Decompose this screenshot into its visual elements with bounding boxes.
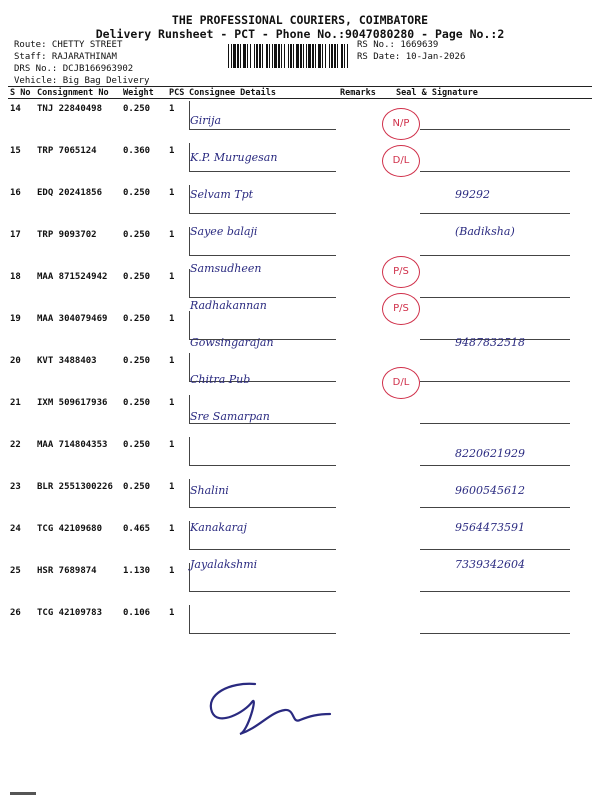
barcode-bar [269, 44, 270, 68]
barcode-bar [322, 44, 323, 68]
cell-remarks [338, 183, 394, 225]
runsheet-subtitle: Delivery Runsheet - PCT - Phone No.:9047080280 - Page No.:2 [95, 27, 505, 41]
cell-weight: 0.250 [123, 482, 151, 492]
cell-remarks [338, 603, 394, 645]
barcode-bar [306, 44, 307, 68]
barcode-bar [318, 44, 321, 68]
col-pcs: PCS [167, 88, 187, 99]
barcode-bar [315, 44, 316, 68]
consignee-handwriting: K.P. Murugesan [190, 151, 278, 164]
cell-remarks [338, 561, 394, 603]
barcode-bar [296, 44, 299, 68]
signature-note: 9564473591 [455, 521, 525, 534]
cell-pcs: 1 [169, 146, 175, 156]
cell-consignee-details [187, 351, 338, 393]
cell-pcs: 1 [169, 356, 175, 366]
cell-weight: 0.250 [123, 314, 151, 324]
consignee-box [189, 605, 336, 634]
barcode-bar [231, 44, 232, 68]
col-details: Consignee Details [187, 88, 338, 99]
signature-note: 7339342604 [455, 558, 525, 571]
cell-sno: 15 [10, 146, 21, 156]
cell-consignment: IXM 509617936 [37, 398, 108, 408]
cell-weight: 0.250 [123, 398, 151, 408]
barcode-bar [331, 44, 333, 68]
table-row [8, 267, 592, 309]
cell-weight: 0.250 [123, 104, 151, 114]
barcode-bar [300, 44, 302, 68]
cell-weight: 0.250 [123, 440, 151, 450]
cell-sno: 26 [10, 608, 21, 618]
cell-pcs: 1 [169, 440, 175, 450]
barcode-bar [278, 44, 280, 68]
consignee-handwriting: Sre Samarpan [190, 410, 270, 423]
company-title: THE PROFESSIONAL COURIERS, COIMBATORE [171, 13, 429, 27]
barcode-bar [272, 44, 273, 68]
barcode-bar [247, 44, 248, 68]
cell-seal-signature [394, 351, 592, 393]
consignee-handwriting: Radhakannan [190, 299, 267, 312]
cell-weight: 0.106 [123, 608, 151, 618]
cell-pcs: 1 [169, 482, 175, 492]
cell-sno: 25 [10, 566, 21, 576]
cell-sno: 21 [10, 398, 21, 408]
cell-sno: 20 [10, 356, 21, 366]
signature-line [420, 185, 570, 214]
barcode-bar [262, 44, 263, 68]
table-row [8, 183, 592, 225]
consignee-handwriting: Jayalakshmi [190, 558, 258, 571]
consignee-handwriting: Shalini [190, 484, 229, 497]
barcode-bar [308, 44, 311, 68]
table-row [8, 393, 592, 435]
cell-consignment: HSR 7689874 [37, 566, 97, 576]
signature-line [420, 353, 570, 382]
cell-sno: 16 [10, 188, 21, 198]
barcode-bar [329, 44, 330, 68]
cell-consignee-details [187, 603, 338, 645]
cell-seal-signature [394, 183, 592, 225]
cell-sno: 18 [10, 272, 21, 282]
barcode-bar [347, 44, 348, 68]
barcode-bar [334, 44, 336, 68]
cell-seal-signature [394, 99, 592, 142]
barcode-bar [303, 44, 304, 68]
cell-remarks [338, 393, 394, 435]
barcode-bar [228, 44, 229, 68]
consignee-handwriting: Girija [190, 114, 222, 127]
delivery-stamp: P/S [382, 256, 420, 288]
barcode-bar [240, 44, 241, 68]
barcode-bar [312, 44, 314, 68]
route: Route: CHETTY STREET [14, 40, 123, 50]
cell-consignment: TCG 42109783 [37, 608, 103, 618]
signature-line [420, 101, 570, 130]
cell-pcs: 1 [169, 566, 175, 576]
col-consignment: Consignment No [35, 88, 121, 99]
cell-weight: 1.130 [123, 566, 151, 576]
meta-right [357, 39, 465, 63]
barcode-bar [290, 44, 292, 68]
cell-weight: 0.360 [123, 146, 151, 156]
barcode-bar [341, 44, 343, 68]
delivery-stamp: D/L [382, 367, 420, 399]
barcode-bar [237, 44, 239, 68]
cell-sno: 22 [10, 440, 21, 450]
cell-consignment: KVT 3488403 [37, 356, 97, 366]
delivery-stamp: D/L [382, 145, 420, 177]
cell-weight: 0.465 [123, 524, 151, 534]
col-weight: Weight [121, 88, 167, 99]
cell-consignment: MAA 304079469 [37, 314, 108, 324]
cell-consignment: TRP 7065124 [37, 146, 97, 156]
cell-remarks [338, 519, 394, 561]
cell-weight: 0.250 [123, 272, 151, 282]
consignee-handwriting: Gowsingarajan [190, 336, 274, 349]
barcode-bar [274, 44, 277, 68]
col-remarks: Remarks [338, 88, 394, 99]
vehicle: Vehicle: Big Bag Delivery [14, 76, 150, 86]
cell-pcs: 1 [169, 104, 175, 114]
cell-seal-signature [394, 393, 592, 435]
cell-consignment: EDQ 20241856 [37, 188, 103, 198]
drs-number: DRS No.: DCJB166963902 [14, 64, 134, 74]
barcode-bar [233, 44, 236, 68]
delivery-stamp: N/P [382, 108, 420, 140]
consignee-handwriting: Selvam Tpt [190, 188, 254, 201]
footer-mark [10, 792, 36, 795]
barcode [228, 44, 351, 68]
barcode-bar [250, 44, 251, 68]
signature-line [420, 269, 570, 298]
consignee-handwriting: Sayee balaji [190, 225, 258, 238]
cell-pcs: 1 [169, 608, 175, 618]
barcode-bar [256, 44, 258, 68]
cell-consignment: TRP 9093702 [37, 230, 97, 240]
cell-remarks [338, 477, 394, 519]
cell-weight: 0.250 [123, 230, 151, 240]
cell-consignment: TCG 42109680 [37, 524, 103, 534]
cell-sno: 17 [10, 230, 21, 240]
cell-seal-signature [394, 267, 592, 309]
delivery-stamp: P/S [382, 293, 420, 325]
signature-note: 9600545612 [455, 484, 525, 497]
cell-consignment: MAA 714804353 [37, 440, 108, 450]
header-divider [8, 86, 592, 87]
barcode-bar [254, 44, 255, 68]
cell-weight: 0.250 [123, 188, 151, 198]
barcode-bar [259, 44, 261, 68]
signature-note: 99292 [455, 188, 490, 201]
staff-signature [200, 672, 350, 742]
cell-pcs: 1 [169, 524, 175, 534]
cell-sno: 19 [10, 314, 21, 324]
signature-note: (Badiksha) [455, 225, 515, 238]
cell-seal-signature [394, 141, 592, 183]
signature-note: 8220621929 [455, 447, 525, 460]
cell-sno: 23 [10, 482, 21, 492]
col-sno: S No [8, 88, 35, 99]
table-row [8, 351, 592, 393]
consignee-handwriting: Samsudheen [190, 262, 262, 275]
cell-pcs: 1 [169, 398, 175, 408]
consignee-handwriting: Kanakaraj [190, 521, 247, 534]
barcode-bar [325, 44, 326, 68]
cell-weight: 0.250 [123, 356, 151, 366]
barcode-bar [266, 44, 268, 68]
cell-consignment: MAA 871524942 [37, 272, 108, 282]
barcode-bar [288, 44, 289, 68]
barcode-bar [344, 44, 345, 68]
rs-number: RS No.: 1669639 [357, 40, 439, 50]
table-row [8, 99, 592, 142]
consignee-handwriting: Chitra Pub [190, 373, 251, 386]
barcode-bar [293, 44, 294, 68]
table-row [8, 141, 592, 183]
cell-consignment: TNJ 22840498 [37, 104, 103, 114]
cell-pcs: 1 [169, 188, 175, 198]
consignee-box [189, 437, 336, 466]
barcode-bar [281, 44, 282, 68]
cell-pcs: 1 [169, 314, 175, 324]
cell-sno: 24 [10, 524, 21, 534]
cell-sno: 14 [10, 104, 21, 114]
barcode-bar [243, 44, 246, 68]
cell-remarks [338, 435, 394, 477]
table-header [8, 88, 592, 99]
col-seal: Seal & Signature [394, 88, 592, 99]
rs-date: RS Date: 10-Jan-2026 [357, 52, 466, 62]
signature-line [420, 605, 570, 634]
table-row [8, 603, 592, 645]
signature-line [420, 143, 570, 172]
meta-left [14, 39, 149, 87]
cell-seal-signature [394, 603, 592, 645]
signature-note: 9487832518 [455, 336, 525, 349]
cell-consignment: BLR 2551300226 [37, 482, 113, 492]
barcode-bar [337, 44, 338, 68]
staff: Staff: RAJARATHINAM [14, 52, 117, 62]
cell-pcs: 1 [169, 272, 175, 282]
cell-pcs: 1 [169, 230, 175, 240]
signature-line [420, 395, 570, 424]
barcode-bar [284, 44, 285, 68]
cell-consignee-details [187, 435, 338, 477]
